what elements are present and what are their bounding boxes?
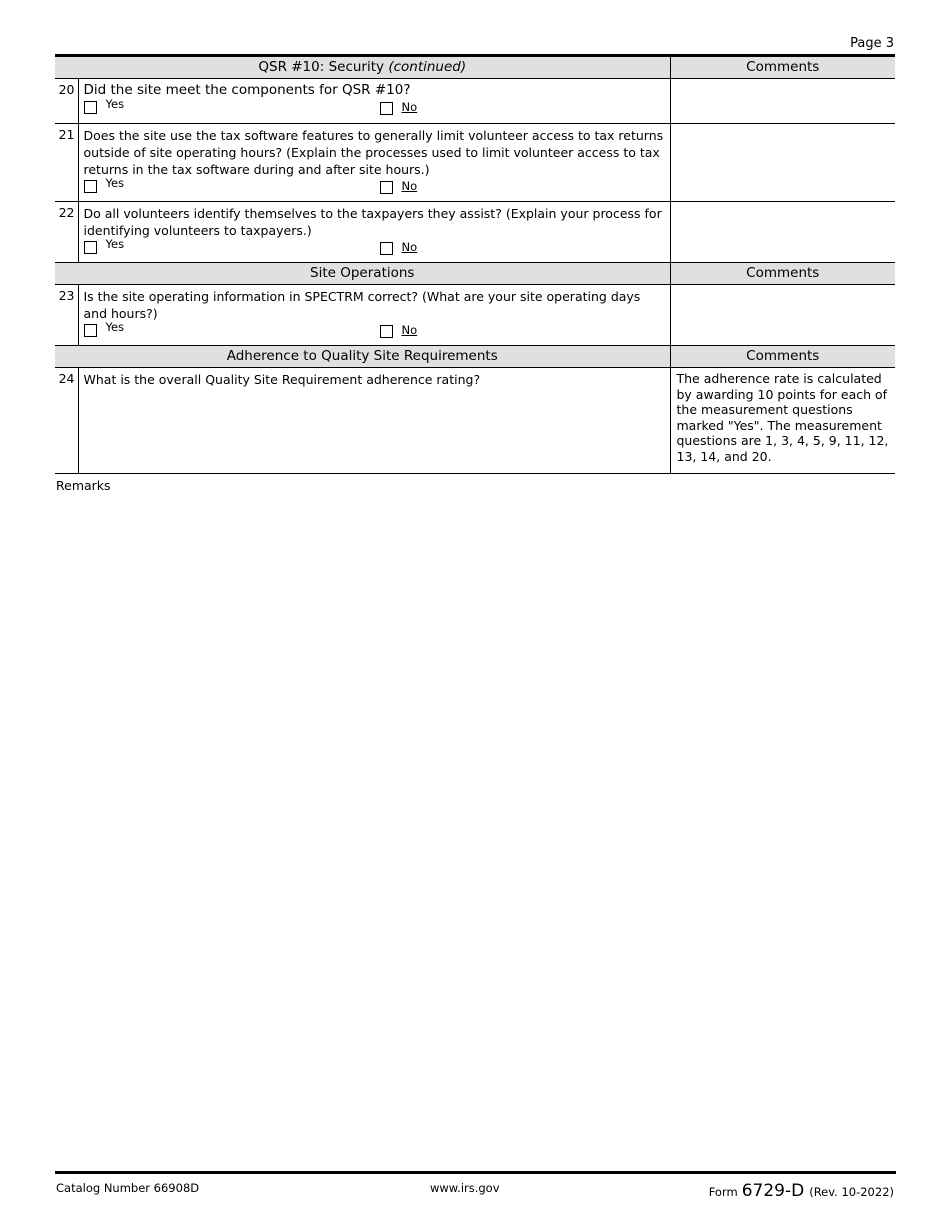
question-cell: [78, 368, 670, 474]
yes-checkbox[interactable]: [84, 101, 97, 114]
yes-no-options: [84, 178, 665, 195]
no-label: No: [401, 323, 418, 337]
yes-option[interactable]: [84, 178, 125, 193]
question-cell: [78, 79, 670, 124]
yes-label: Yes: [105, 176, 125, 190]
question-cell: [78, 202, 670, 263]
no-checkbox[interactable]: [380, 325, 393, 338]
section-header-adherence: [55, 346, 895, 368]
comments-header: Comments: [670, 56, 895, 79]
comments-header: Comments: [670, 346, 895, 368]
comments-header: Comments: [670, 263, 895, 285]
yes-label: Yes: [105, 237, 125, 251]
section-title: QSR #10: Security (continued): [55, 56, 670, 79]
question-cell: [78, 124, 670, 202]
question-row-24: [55, 368, 895, 474]
question-text: Is the site operating information in SPECTRM correct? (What are your site operating days and hours?): [83, 289, 641, 321]
question-row-22: [55, 202, 895, 263]
yes-option[interactable]: [84, 322, 125, 337]
section-header-site-operations: [55, 263, 895, 285]
no-option[interactable]: [380, 239, 418, 256]
no-option[interactable]: [380, 178, 418, 195]
yes-no-options: [84, 322, 665, 339]
yes-label: Yes: [105, 97, 125, 111]
question-row-23: [55, 285, 895, 346]
remarks-label: Remarks: [56, 478, 111, 493]
no-checkbox[interactable]: [380, 242, 393, 255]
website-link[interactable]: www.irs.gov: [430, 1181, 500, 1195]
yes-checkbox[interactable]: [84, 180, 97, 193]
question-number: 21: [55, 124, 78, 202]
yes-no-options: [84, 99, 665, 116]
form-number: 6729-D: [741, 1181, 805, 1201]
form-prefix: Form: [708, 1185, 738, 1199]
yes-no-options: [84, 239, 665, 256]
form-revision: (Rev. 10-2022): [809, 1185, 894, 1199]
comment-field[interactable]: [670, 202, 895, 263]
question-row-21: [55, 124, 895, 202]
question-text: Did the site meet the components for QSR #10?: [83, 82, 411, 98]
section-header-security: [55, 56, 895, 79]
no-checkbox[interactable]: [380, 181, 393, 194]
yes-option[interactable]: [84, 239, 125, 254]
no-label: No: [401, 240, 418, 254]
footer-rule: [55, 1171, 896, 1174]
yes-label: Yes: [105, 320, 125, 334]
question-text: Does the site use the tax software features to generally limit volunteer access to tax returns outside of site operating hours? (Explain the processes used to limit volunteer access to tax returns in the tax software during and after site hours.): [83, 128, 664, 177]
question-number: 22: [55, 202, 78, 263]
no-label: No: [401, 179, 418, 193]
yes-option[interactable]: [84, 99, 125, 114]
adherence-comment: The adherence rate is calculated by awarding 10 points for each of the measurement questions marked "Yes". The measurement questions are 1, 3, 4, 5, 9, 11, 12, 13, 14, and 20.: [670, 368, 895, 474]
question-text: What is the overall Quality Site Requirement adherence rating?: [83, 372, 481, 387]
question-row-20: [55, 79, 895, 124]
no-checkbox[interactable]: [380, 102, 393, 115]
question-cell: [78, 285, 670, 346]
yes-checkbox[interactable]: [84, 241, 97, 254]
review-form-table: [55, 54, 895, 474]
yes-checkbox[interactable]: [84, 324, 97, 337]
comment-field[interactable]: [670, 124, 895, 202]
section-title: Site Operations: [55, 263, 670, 285]
question-number: 20: [55, 79, 78, 124]
page-number: Page 3: [850, 36, 894, 51]
section-title-suffix: (continued): [388, 59, 467, 75]
form-identifier: [709, 1181, 894, 1201]
no-label: No: [401, 100, 418, 114]
question-number: 24: [55, 368, 78, 474]
section-title: Adherence to Quality Site Requirements: [55, 346, 670, 368]
comment-field[interactable]: [670, 285, 895, 346]
no-option[interactable]: [380, 99, 418, 116]
comment-field[interactable]: [670, 79, 895, 124]
question-text: Do all volunteers identify themselves to the taxpayers they assist? (Explain your process for identifying volunteers to taxpayers.): [83, 206, 662, 238]
catalog-number: Catalog Number 66908D: [56, 1181, 200, 1195]
question-number: 23: [55, 285, 78, 346]
no-option[interactable]: [380, 322, 418, 339]
